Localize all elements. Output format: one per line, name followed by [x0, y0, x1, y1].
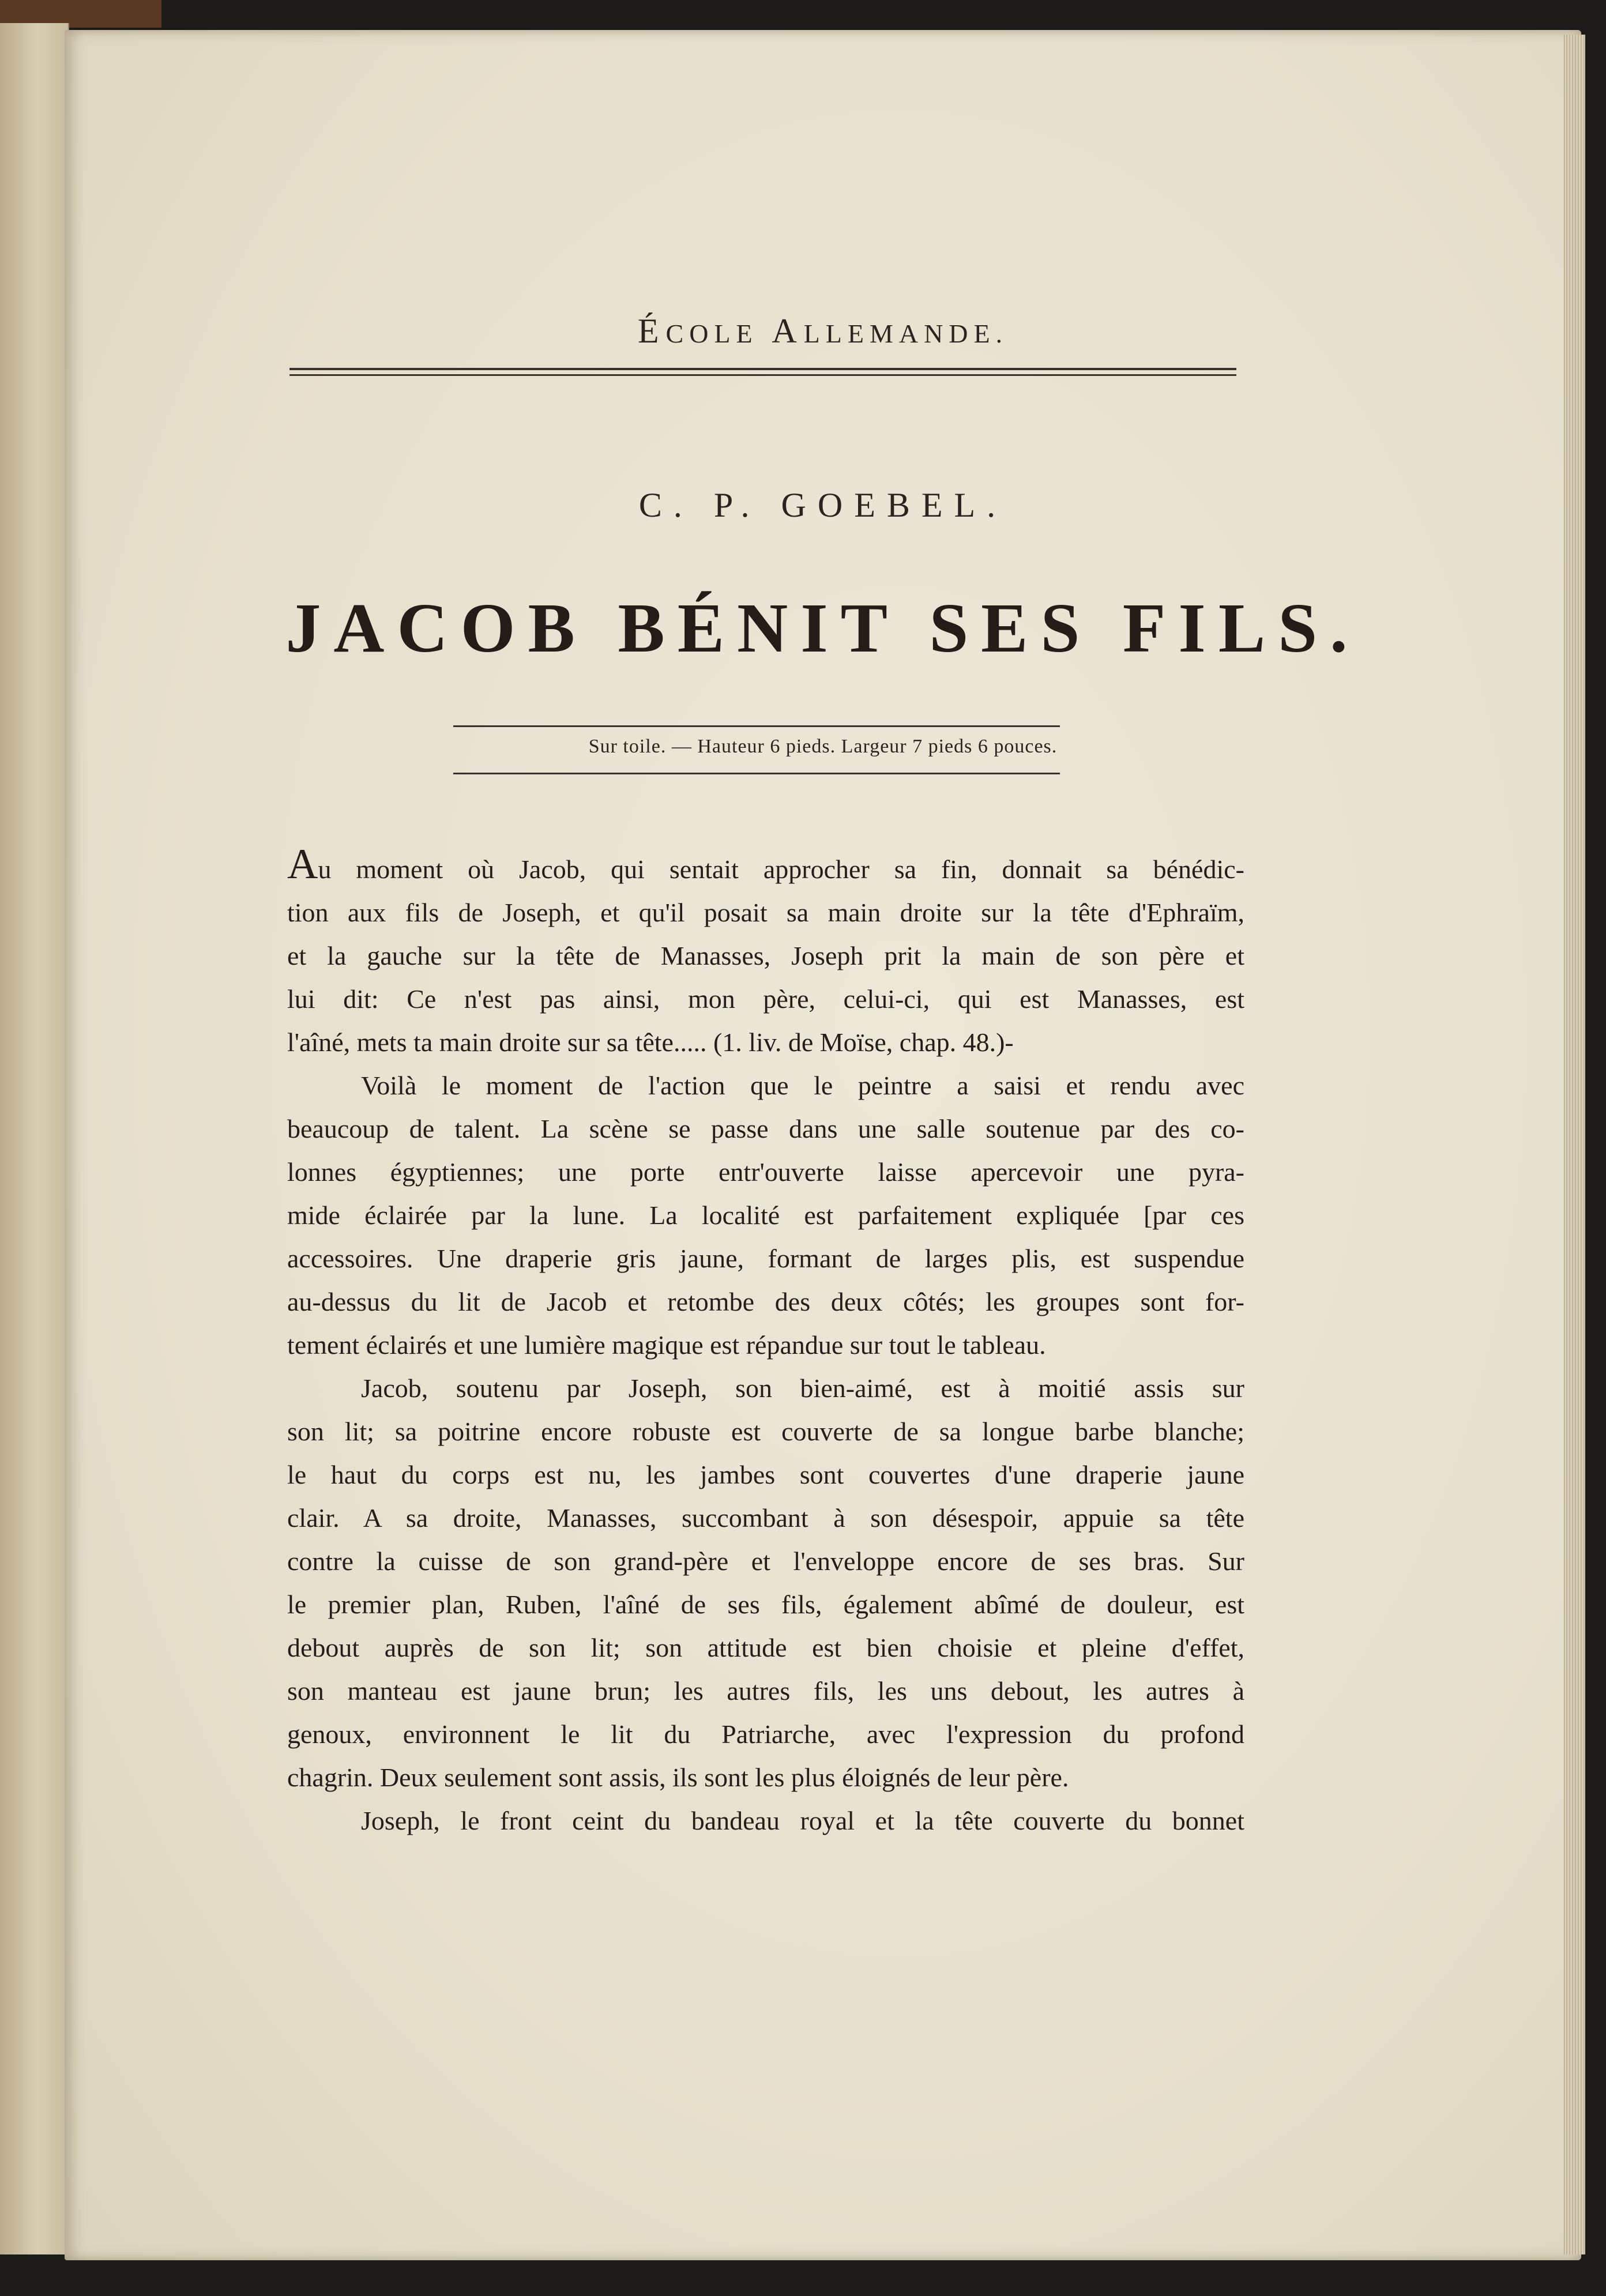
- dimensions-rule-bottom: [453, 773, 1060, 774]
- page-stack-edge: [1564, 35, 1585, 2254]
- text-line: l'aîné, mets ta main droite sur sa tête..... (1. liv. de Moïse, chap. 48.)-: [287, 1027, 1014, 1057]
- text-line: son manteau est jaune brun; les autres fils, les uns debout, les autres à: [287, 1676, 1244, 1706]
- artist-name: C. P. GOEBEL.: [638, 486, 1007, 524]
- text-line: Joseph, le front ceint du bandeau royal et la tête couverte du bonnet: [361, 1806, 1244, 1835]
- text-line: debout auprès de son lit; son attitude est bien choisie et pleine d'effet,: [287, 1633, 1244, 1662]
- text-line: Au moment où Jacob, qui sentait approcher sa fin, donnait sa bénédic-: [287, 841, 1244, 888]
- drop-cap: A: [287, 841, 318, 888]
- text-line: Voilà le moment de l'action que le peintre a saisi et rendu avec: [361, 1071, 1244, 1100]
- artwork-title: JACOB BÉNIT SES FILS.: [285, 589, 1360, 667]
- body-text: [287, 841, 1244, 1842]
- text-line: le premier plan, Ruben, l'aîné de ses fils, également abîmé de douleur, est: [287, 1590, 1244, 1619]
- text-line: lonnes égyptiennes; une porte entr'ouverte laisse apercevoir une pyra-: [287, 1157, 1244, 1187]
- text-line: accessoires. Une draperie gris jaune, formant de larges plis, est suspendue: [287, 1244, 1244, 1273]
- text-line: chagrin. Deux seulement sont assis, ils sont les plus éloignés de leur père.: [287, 1763, 1069, 1792]
- text-line: lui dit: Ce n'est pas ainsi, mon père, celui-ci, qui est Manasses, est: [287, 984, 1244, 1014]
- text-line: et la gauche sur la tête de Manasses, Joseph prit la main de son père et: [287, 941, 1244, 970]
- text-line: son lit; sa poitrine encore robuste est couverte de sa longue barbe blanche;: [287, 1417, 1244, 1446]
- text-line: mide éclairée par la lune. La localité est parfaitement expliquée [par ces: [287, 1200, 1244, 1230]
- text-line: tement éclairés et une lumière magique est répandue sur tout le tableau.: [287, 1330, 1046, 1360]
- header-double-rule: [289, 368, 1236, 376]
- text-line: Jacob, soutenu par Joseph, son bien-aimé, est à moitié assis sur: [361, 1373, 1244, 1403]
- artwork-dimensions: Sur toile. — Hauteur 6 pieds. Largeur 7 pieds 6 pouces.: [588, 736, 1058, 757]
- text-line: clair. A sa droite, Manasses, succombant à son désespoir, appuie sa tête: [287, 1503, 1244, 1533]
- text-line: le haut du corps est nu, les jambes sont couvertes d'une draperie jaune: [287, 1460, 1244, 1489]
- text-line: beaucoup de talent. La scène se passe dans une salle soutenue par des co-: [287, 1114, 1244, 1143]
- text-line: tion aux fils de Joseph, et qu'il posait sa main droite sur la tête d'Ephraïm,: [287, 898, 1244, 927]
- text-line: contre la cuisse de son grand-père et l'enveloppe encore de ses bras. Sur: [287, 1546, 1244, 1576]
- text-line: au-dessus du lit de Jacob et retombe des deux côtés; les groupes sont for-: [287, 1287, 1244, 1316]
- dimensions-rule-top: [453, 725, 1060, 727]
- text-line: genoux, environnent le lit du Patriarche, avec l'expression du profond: [287, 1719, 1244, 1749]
- running-head: ÉCOLE ALLEMANDE.: [637, 312, 1009, 350]
- facing-page-edge: [0, 23, 69, 2254]
